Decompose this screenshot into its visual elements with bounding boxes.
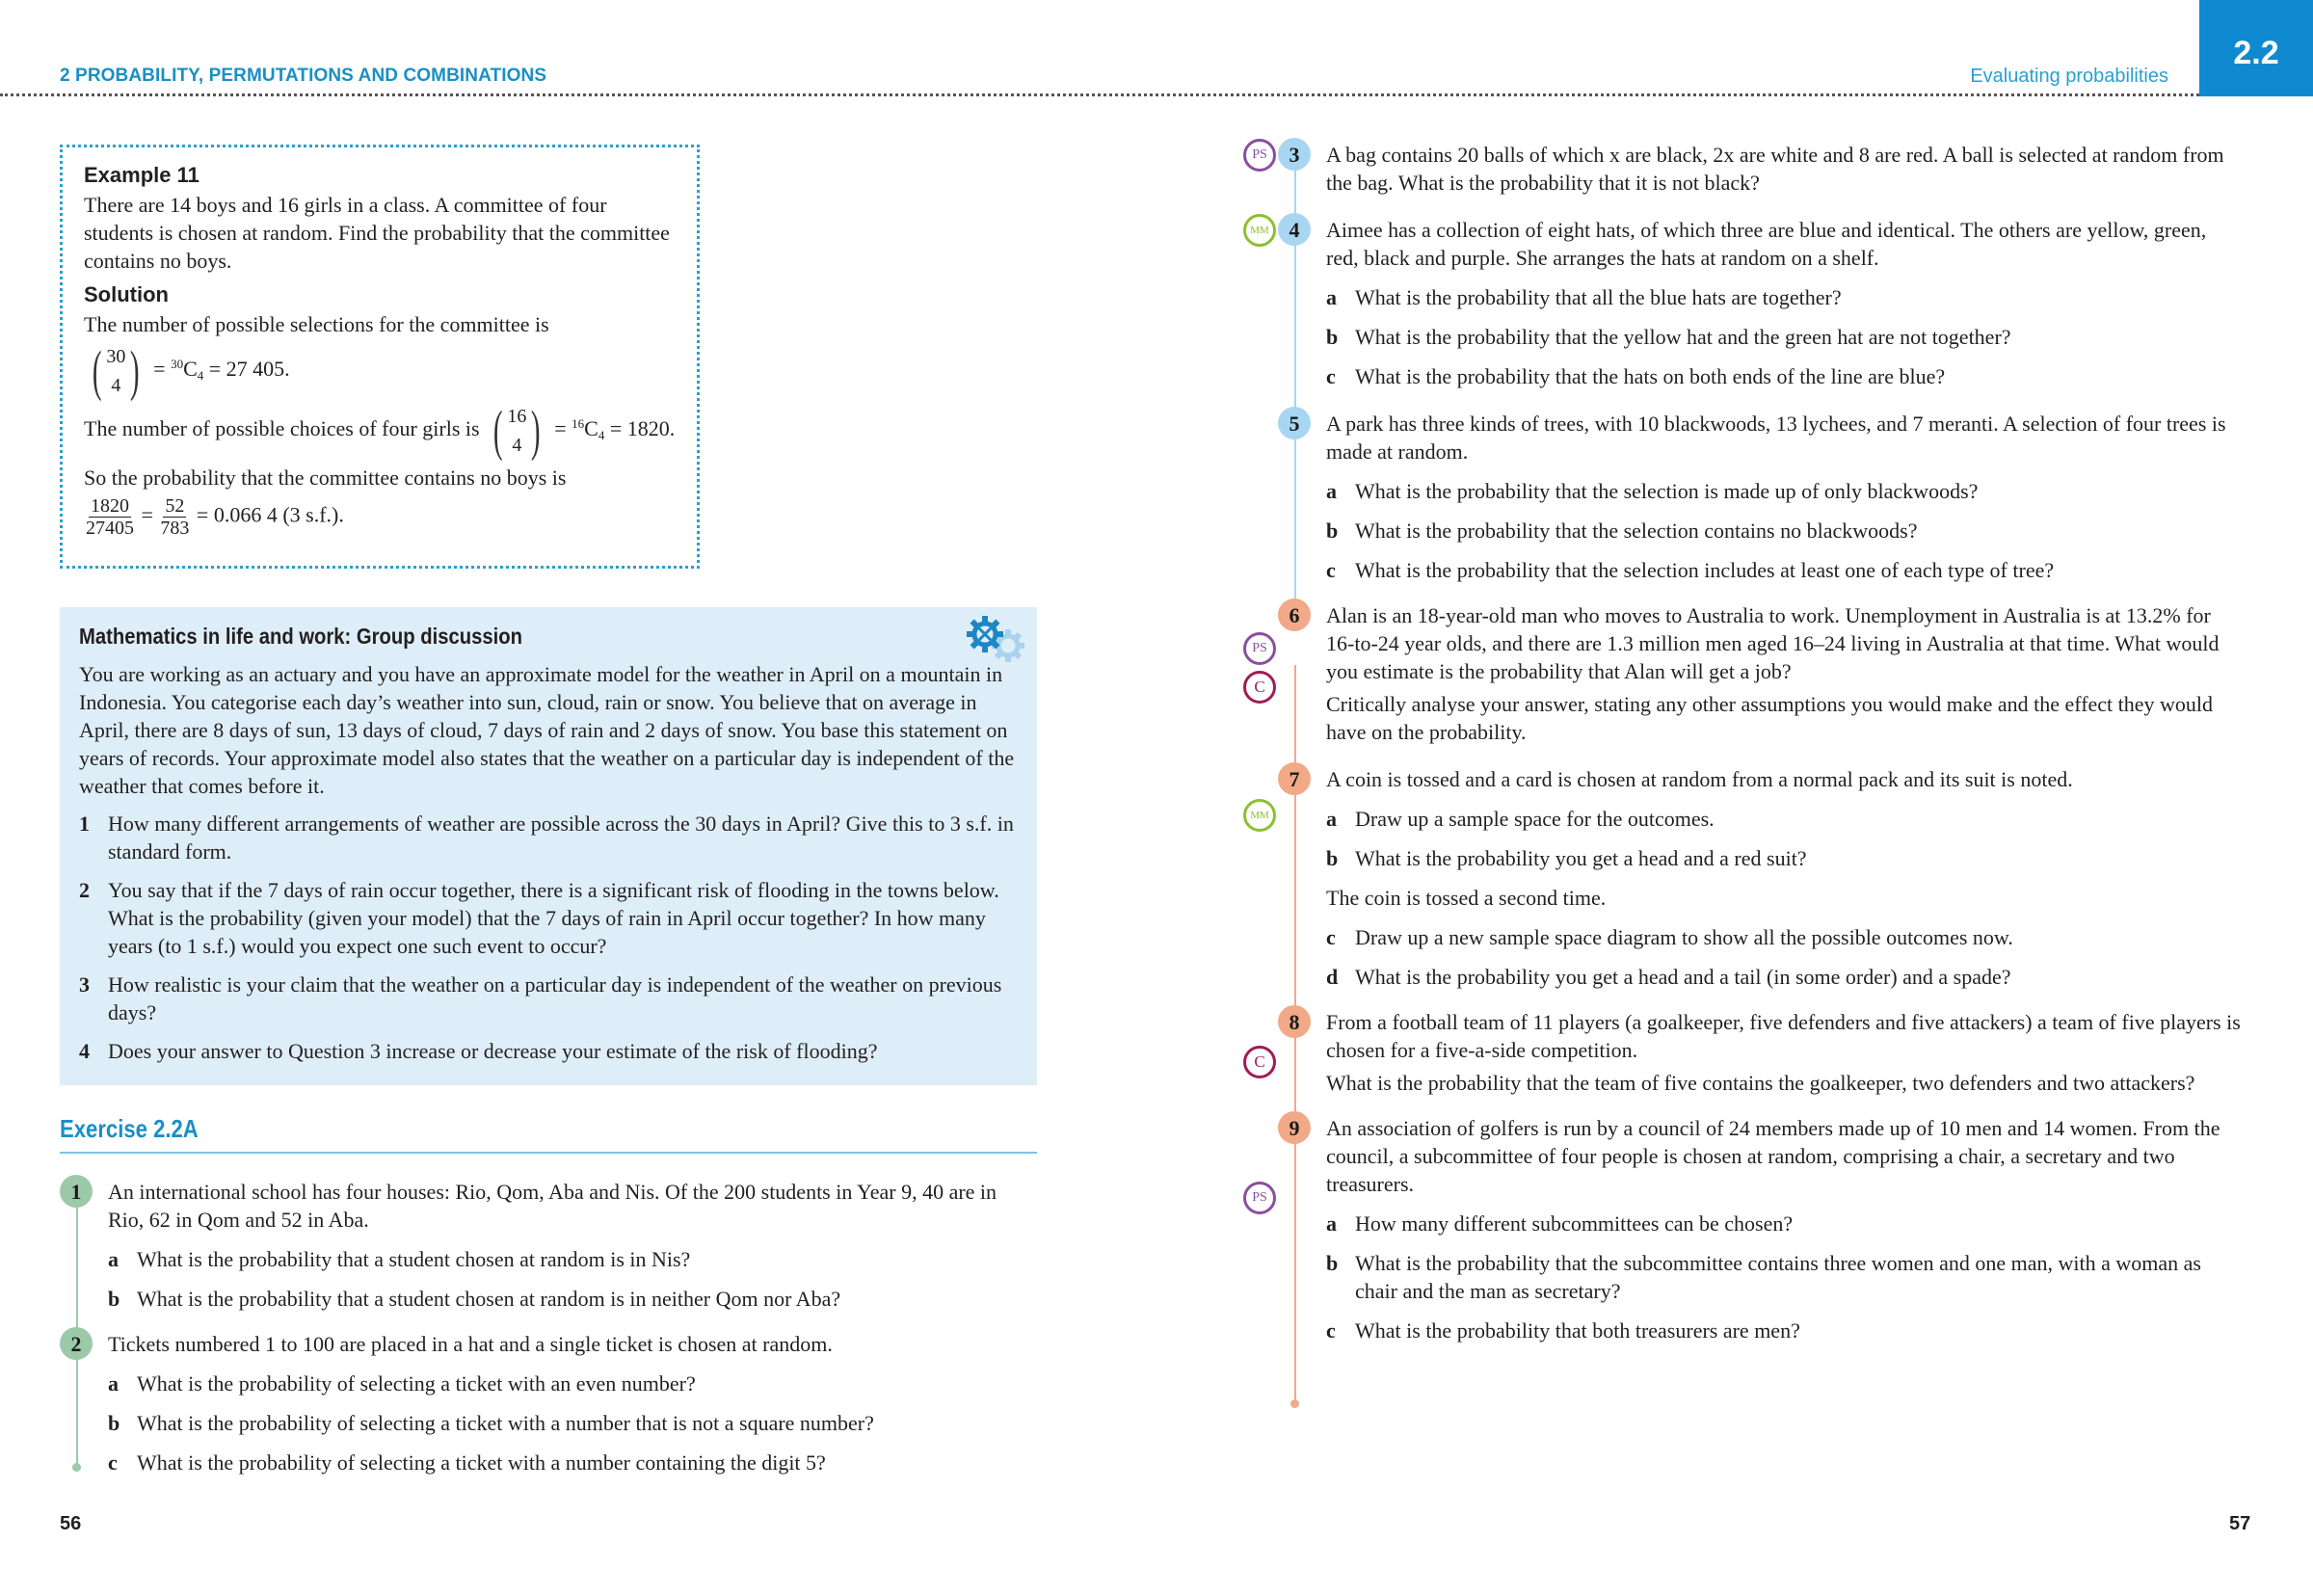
- question-followup: Critically analyse your answer, stating any other assumptions you would make and the effect they would have on the probability.: [1326, 692, 2214, 744]
- question-part: a Draw up a sample space for the outcomes.: [1326, 807, 1715, 831]
- question-number-badge: 9: [1278, 1111, 1311, 1144]
- page-number-right: 57: [2229, 1513, 2251, 1534]
- question-part: c Draw up a new sample space diagram to show all the possible outcomes now.: [1326, 925, 2013, 949]
- exercise-question-5: [1278, 410, 2242, 584]
- example-title: Example 11: [84, 163, 199, 187]
- question-part: c What is the probability that the selection includes at least one of each type of tree?: [1326, 558, 2055, 582]
- communication-tag-icon: C: [1243, 671, 1276, 704]
- example-box: [60, 145, 700, 569]
- question-number-badge: 5: [1278, 407, 1311, 439]
- exercise-divider: [60, 1152, 1037, 1154]
- question-part: b What is the probability that the yellow hat and the green hat are not together?: [1326, 325, 2011, 349]
- question-part: a What is the probability that the selection is made up of only blackwoods?: [1326, 479, 1979, 503]
- question-part: c What is the probability that the hats on both ends of the line are blue?: [1326, 364, 1946, 388]
- group-discussion-box: [60, 607, 1037, 1085]
- question-part: d What is the probability you get a head and a tail (in some order) and a spade?: [1326, 965, 2011, 989]
- question-connector-end: [1290, 1399, 1299, 1408]
- solution-line-2: The number of possible choices of four girls is ( 16 4 ) = $^{16}C_4 = 1820$.: [84, 399, 676, 462]
- exercise-question-2: [60, 1330, 1037, 1476]
- question-number-badge: 6: [1278, 598, 1311, 631]
- question-part: b What is the probability that the selection contains no blackwoods?: [1326, 519, 1918, 543]
- question-text: Aimee has a collection of eight hats, of which three are blue and identical. The others are yellow, green, red, black and purple. She arranges the hats at random on a shelf.: [1326, 218, 2207, 270]
- discussion-question: 4 Does your answer to Question 3 increase or decrease your estimate of the risk of flooding?: [79, 1039, 878, 1063]
- question-text: A coin is tossed and a card is chosen at random from a normal pack and its suit is noted.: [1326, 767, 2073, 791]
- question-number-badge: 2: [60, 1327, 93, 1360]
- question-number-badge: 7: [1278, 762, 1311, 795]
- example-problem: There are 14 boys and 16 girls in a class. A committee of four students is chosen at random. Find the probability that the committee contains no boys.: [84, 193, 670, 273]
- exercise-question-4: [1278, 216, 2242, 390]
- exercise-left-column: [60, 1178, 1037, 1488]
- problem-solving-tag-icon: PS: [1243, 632, 1276, 665]
- mathematical-modelling-tag-icon: MM: [1243, 799, 1276, 832]
- discussion-question: 3 How realistic is your claim that the weather on a particular day is independent of the weather on previous days?: [79, 972, 1002, 1024]
- gears-icon: [956, 611, 1033, 669]
- header-divider: [0, 93, 2199, 96]
- solution-line-1: The number of possible selections for the committee is: [84, 312, 549, 336]
- question-part: b What is the probability of selecting a ticket with a number that is not a square number?: [108, 1411, 874, 1435]
- exercise-title: Exercise 2.2A: [60, 1114, 199, 1143]
- question-part: a What is the probability that all the blue hats are together?: [1326, 285, 1842, 309]
- question-number-badge: 8: [1278, 1005, 1311, 1038]
- question-part: b What is the probability that the subcommittee contains three women and one man, with a woman as chair and the man as secretary?: [1326, 1251, 2201, 1303]
- section-number-tab: [2199, 0, 2313, 96]
- exercise-question-7: [1278, 765, 2242, 991]
- question-part: b What is the probability you get a head and a red suit?: [1326, 846, 1807, 870]
- fraction-1820-27405: $\frac{1820}{27405}$: [86, 495, 134, 539]
- discussion-question: 2 You say that if the 7 days of rain occur together, there is a significant risk of flooding in the towns below. What is the probability (given your model) that the 7 days of rain in April occur together? In how many years (to 1 s.f.) would you expect one such event to occur?: [79, 878, 999, 958]
- question-followup: What is the probability that the team of five contains the goalkeeper, two defenders and two attackers?: [1326, 1071, 2195, 1095]
- problem-solving-tag-icon: PS: [1243, 1182, 1276, 1214]
- page-number-left: 56: [60, 1513, 82, 1534]
- exercise-question-1: [60, 1178, 1037, 1313]
- discussion-intro: You are working as an actuary and you have an approximate model for the weather in April on a mountain in Indonesia. You categorise each day’s weather into sun, cloud, rain or snow. You believe that on average in April, there are 8 days of sun, 13 days of cloud, 7 days of rain and 2 days of snow. You base this statement on years of records. Your approximate model also states that the weather on a particular day is independent of the weather that comes before it.: [79, 662, 1015, 798]
- communication-tag-icon: C: [1243, 1046, 1276, 1078]
- solution-result: $\frac{1820}{27405}$ = $\frac{52}{783}$ = 0.066 4 (3 s.f.).: [86, 495, 344, 539]
- discussion-title: Mathematics in life and work: Group discussion: [79, 624, 522, 649]
- question-part: b What is the probability that a student chosen at random is in neither Qom nor Aba?: [108, 1287, 841, 1311]
- question-part: a How many different subcommittees can be chosen?: [1326, 1211, 1794, 1236]
- solution-heading: Solution: [84, 282, 169, 306]
- question-text: A bag contains 20 balls of which x are black, 2x are white and 8 are red. A ball is selected at random from the bag. What is the probability that it is not black?: [1326, 143, 2224, 195]
- exercise-question-8: [1278, 1008, 2242, 1097]
- question-text: An international school has four houses: Rio, Qom, Aba and Nis. Of the 200 students in Year 9, 40 are in Rio, 62 in Qom and 52 in Aba.: [108, 1180, 997, 1232]
- mathematical-modelling-tag-icon: MM: [1243, 214, 1276, 247]
- question-text: An association of golfers is run by a council of 24 members made up of 10 men and 14 women. From the council, a subcommittee of four people is chosen at random, comprising a chair, a secretary and two treasurers.: [1326, 1116, 2220, 1196]
- exercise-question-9: [1278, 1114, 2242, 1344]
- solution-equation-1: ( 30 4 ) = $^{30}C_4 = 27$ 405.: [84, 342, 676, 400]
- question-part: a What is the probability of selecting a ticket with an even number?: [108, 1371, 696, 1396]
- question-number-badge: 4: [1278, 213, 1311, 246]
- exercise-question-3: [1278, 141, 2242, 197]
- question-number-badge: 3: [1278, 138, 1311, 171]
- fraction-52-783: $\frac{52}{783}$: [160, 495, 190, 539]
- question-number-badge: 1: [60, 1175, 93, 1208]
- question-text: Tickets numbered 1 to 100 are placed in a hat and a single ticket is chosen at random.: [108, 1332, 833, 1356]
- question-part: a What is the probability that a student chosen at random is in Nis?: [108, 1247, 691, 1271]
- question-part: c What is the probability that both treasurers are men?: [1326, 1318, 1800, 1343]
- exercise-right-column: [1278, 141, 2242, 1356]
- question-text: A park has three kinds of trees, with 10 blackwoods, 13 lychees, and 7 meranti. A selection of four trees is made at random.: [1326, 412, 2226, 464]
- section-number: 2.2: [2233, 35, 2279, 71]
- question-part: c What is the probability of selecting a ticket with a number containing the digit 5?: [108, 1450, 826, 1475]
- section-title: Evaluating probabilities: [1970, 66, 2168, 87]
- question-interlude: The coin is tossed a second time.: [1326, 886, 1607, 910]
- exercise-question-6: [1278, 601, 2242, 746]
- chapter-title: 2 PROBABILITY, PERMUTATIONS AND COMBINATIONS: [60, 66, 547, 86]
- binomial-30-4: ( 30 4 ): [92, 339, 140, 402]
- solution-line-3: So the probability that the committee contains no boys is: [84, 466, 567, 490]
- question-text: From a football team of 11 players (a goalkeeper, five defenders and five attackers) a team of five players is chosen for a five-a-side competition.: [1326, 1010, 2241, 1062]
- question-text: Alan is an 18-year-old man who moves to Australia to work. Unemployment in Australia is at 13.2% for 16-to-24 year olds, and there are 1.3 million men aged 16–24 living in Australia at that time. What would you estimate is the probability that Alan will get a job?: [1326, 603, 2220, 683]
- problem-solving-tag-icon: PS: [1243, 139, 1276, 172]
- discussion-question: 1 How many different arrangements of weather are possible across the 30 days in April? Give this to 3 s.f. in standard form.: [79, 811, 1014, 864]
- binomial-16-4: ( 16 4 ): [492, 399, 541, 462]
